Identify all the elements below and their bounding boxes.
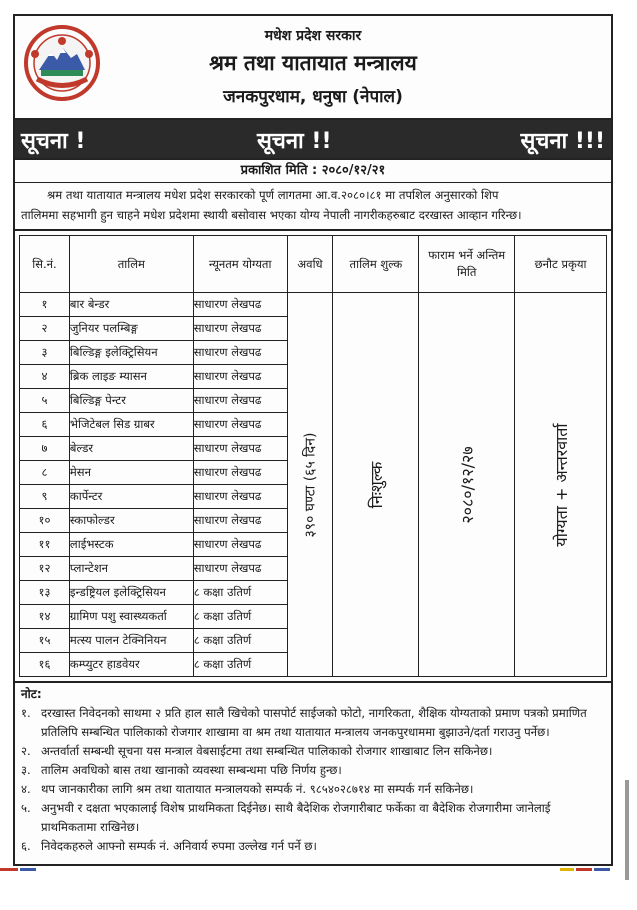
note-text: दरखास्त निवेदनको साथमा २ प्रति हाल सालै खिचेको पासपोर्ट साईजको फोटो, नागरिकता, शैक्षिक योग्यताको प्रमाण पत्रको प्रमाणित प्रतिलिपि सम्बन्धित पालिकाको रोजगार शाखामा वा श्रम तथा यातायात मन्त्रालय जनकपुरधाममा बुझाउने/दर्ता गराउनु पर्नेछ। — [41, 706, 587, 739]
government-name: मधेश प्रदेश सरकार — [264, 28, 362, 44]
row-qualification: साधारण लेखपढ — [193, 485, 287, 509]
row-training-name: ब्रिक लाइङ म्यासन — [69, 365, 193, 389]
row-serial: ११ — [20, 533, 70, 557]
intro-line-1: श्रम तथा यातायात मन्त्रालय मधेश प्रदेश सरकारको पूर्ण लागतमा आ.व.२०८०।८१ मा तपशिल अनुसारको शिप — [47, 188, 499, 202]
row-qualification: साधारण लेखपढ — [193, 389, 287, 413]
row-training-name: मेसन — [69, 461, 193, 485]
notice-label-center: सूचना !! — [257, 129, 332, 154]
row-serial: १ — [20, 293, 70, 317]
row-training-name: स्काफोल्डर — [69, 509, 193, 533]
note-number: ४. — [21, 782, 31, 796]
row-qualification: साधारण लेखपढ — [193, 341, 287, 365]
row-qualification: ८ कक्षा उतिर्ण — [193, 581, 287, 605]
row-qualification: साधारण लेखपढ — [193, 413, 287, 437]
training-table — [19, 235, 607, 677]
row-qualification: ८ कक्षा उतिर्ण — [193, 653, 287, 677]
row-serial: ३ — [20, 341, 70, 365]
notes-section — [15, 681, 611, 856]
row-qualification: साधारण लेखपढ — [193, 533, 287, 557]
ministry-name: श्रम तथा यातायात मन्त्रालय — [209, 51, 417, 75]
notice-document — [13, 14, 613, 866]
row-training-name: इन्डष्ट्रियल इलेक्ट्रिसियन — [69, 581, 193, 605]
note-number: ६. — [21, 839, 31, 853]
header-qualification: न्यूनतम योग्यता — [193, 236, 287, 293]
row-training-name: कार्पेन्टर — [69, 485, 193, 509]
row-serial: ५ — [20, 389, 70, 413]
note-text: तालिम अवधिको बास तथा खानाको व्यवस्था सम्बन्धमा पछि निर्णय हुन्छ। — [41, 763, 342, 777]
duration-cell-text: ३९० घण्टा (६५ दिन) — [302, 432, 319, 537]
fee-cell-text: निःशुल्क — [366, 461, 386, 508]
header-serial: सि.नं. — [20, 236, 70, 293]
row-serial: ८ — [20, 461, 70, 485]
row-training-name: बेल्डर — [69, 437, 193, 461]
row-training-name: बिल्डिङ्ग इलेक्ट्रिसियन — [69, 341, 193, 365]
row-training-name: कम्प्युटर हाडवेयर — [69, 653, 193, 677]
note-text: थप जानकारीका लागि श्रम तथा यातायात मन्त्रालयको सम्पर्क नं. ९८५४०२८७१४ मा सम्पर्क गर्न सकिनेछ। — [41, 782, 474, 796]
note-item — [21, 837, 605, 856]
selection-cell-text: योग्यता + अन्तरवार्ता — [551, 422, 571, 547]
row-serial: ६ — [20, 413, 70, 437]
row-training-name: बार बेन्डर — [69, 293, 193, 317]
note-text: अनुभवी र दक्षता भएकालाई विशेष प्राथमिकता दिईनेछ। साथै बैदेशिक रोजगारीबाट फर्केका वा बैदेशिक रोजगारीमा जानेलाई प्राथमिकतामा राखिनेछ। — [41, 801, 551, 834]
row-training-name: भेजिटेबल सिड ग्राबर — [69, 413, 193, 437]
document-header — [15, 16, 611, 120]
row-qualification: साधारण लेखपढ — [193, 293, 287, 317]
header-training: तालिम — [69, 236, 193, 293]
selection-cell — [515, 293, 607, 677]
table-row — [20, 293, 607, 317]
header-duration: अवधि — [287, 236, 333, 293]
note-text: अन्तर्वार्ता सम्बन्धी सूचना यस मन्त्राल वेबसाईटमा तथा सम्बन्धित पालिकाको रोजगार शाखाबाट लिन सकिनेछ। — [41, 744, 493, 758]
note-item — [21, 742, 605, 761]
row-serial: ९ — [20, 485, 70, 509]
note-number: २. — [21, 744, 31, 758]
note-number: ३. — [21, 763, 31, 777]
row-serial: १२ — [20, 557, 70, 581]
row-training-name: प्लान्टेशन — [69, 557, 193, 581]
row-qualification: साधारण लेखपढ — [193, 557, 287, 581]
row-qualification: साधारण लेखपढ — [193, 317, 287, 341]
duration-cell — [287, 293, 333, 677]
row-training-name: बिल्डिङ्ग पेन्टर — [69, 389, 193, 413]
row-training-name: जुनियर पलम्बिङ्ग — [69, 317, 193, 341]
notes-list — [21, 704, 605, 856]
fee-cell — [333, 293, 419, 677]
row-qualification: ८ कक्षा उतिर्ण — [193, 605, 287, 629]
row-qualification: ८ कक्षा उतिर्ण — [193, 629, 287, 653]
row-serial: ७ — [20, 437, 70, 461]
ministry-address: जनकपुरधाम, धनुषा (नेपाल) — [223, 87, 403, 107]
row-serial: २ — [20, 317, 70, 341]
notice-label-right: सूचना !!! — [520, 129, 605, 154]
header-selection: छनौट प्रकृया — [515, 236, 607, 293]
bottom-stripes — [0, 868, 637, 874]
row-training-name: मत्स्य पालन टेक्निनियन — [69, 629, 193, 653]
deadline-cell — [419, 293, 515, 677]
note-number: १. — [21, 706, 31, 720]
notice-label-left: सूचना ! — [21, 129, 86, 154]
table-header-row — [20, 236, 607, 293]
note-item — [21, 780, 605, 799]
intro-paragraph — [15, 183, 611, 231]
table-body — [20, 293, 607, 677]
row-serial: १४ — [20, 605, 70, 629]
notes-title: नोट: — [21, 687, 42, 701]
note-item — [21, 799, 605, 837]
note-item — [21, 704, 605, 742]
row-serial: ४ — [20, 365, 70, 389]
note-number: ५. — [21, 801, 31, 815]
row-serial: १० — [20, 509, 70, 533]
deadline-cell-text: २०८०/१२/२७ — [457, 445, 477, 524]
cropped-top-text — [0, 0, 637, 10]
row-qualification: साधारण लेखपढ — [193, 365, 287, 389]
row-training-name: लाईभस्टक — [69, 533, 193, 557]
row-qualification: साधारण लेखपढ — [193, 509, 287, 533]
row-serial: १६ — [20, 653, 70, 677]
row-serial: १५ — [20, 629, 70, 653]
published-date: प्रकाशित मिति : २०८०/१२/२१ — [15, 160, 611, 183]
row-qualification: साधारण लेखपढ — [193, 461, 287, 485]
header-deadline: फाराम भर्ने अन्तिम मिति — [419, 236, 515, 293]
scrollbar[interactable] — [625, 780, 629, 880]
note-item — [21, 761, 605, 780]
row-serial: १३ — [20, 581, 70, 605]
header-fee: तालिम शुल्क — [333, 236, 419, 293]
row-training-name: ग्रामिण पशु स्वास्थ्यकर्ता — [69, 605, 193, 629]
intro-line-2: तालिममा सहभागी हुन चाहने मधेश प्रदेशमा स्थायी बसोवास भएका योग्य नेपाली नागरीकहरुबाट दरखास्त आव्हान गरिन्छ। — [21, 208, 522, 222]
row-qualification: साधारण लेखपढ — [193, 437, 287, 461]
notice-bar — [15, 120, 611, 160]
note-text: निवेदकहरुले आफ्नो सम्पर्क नं. अनिवार्य रुपमा उल्लेख गर्न पर्ने छ। — [41, 839, 317, 853]
